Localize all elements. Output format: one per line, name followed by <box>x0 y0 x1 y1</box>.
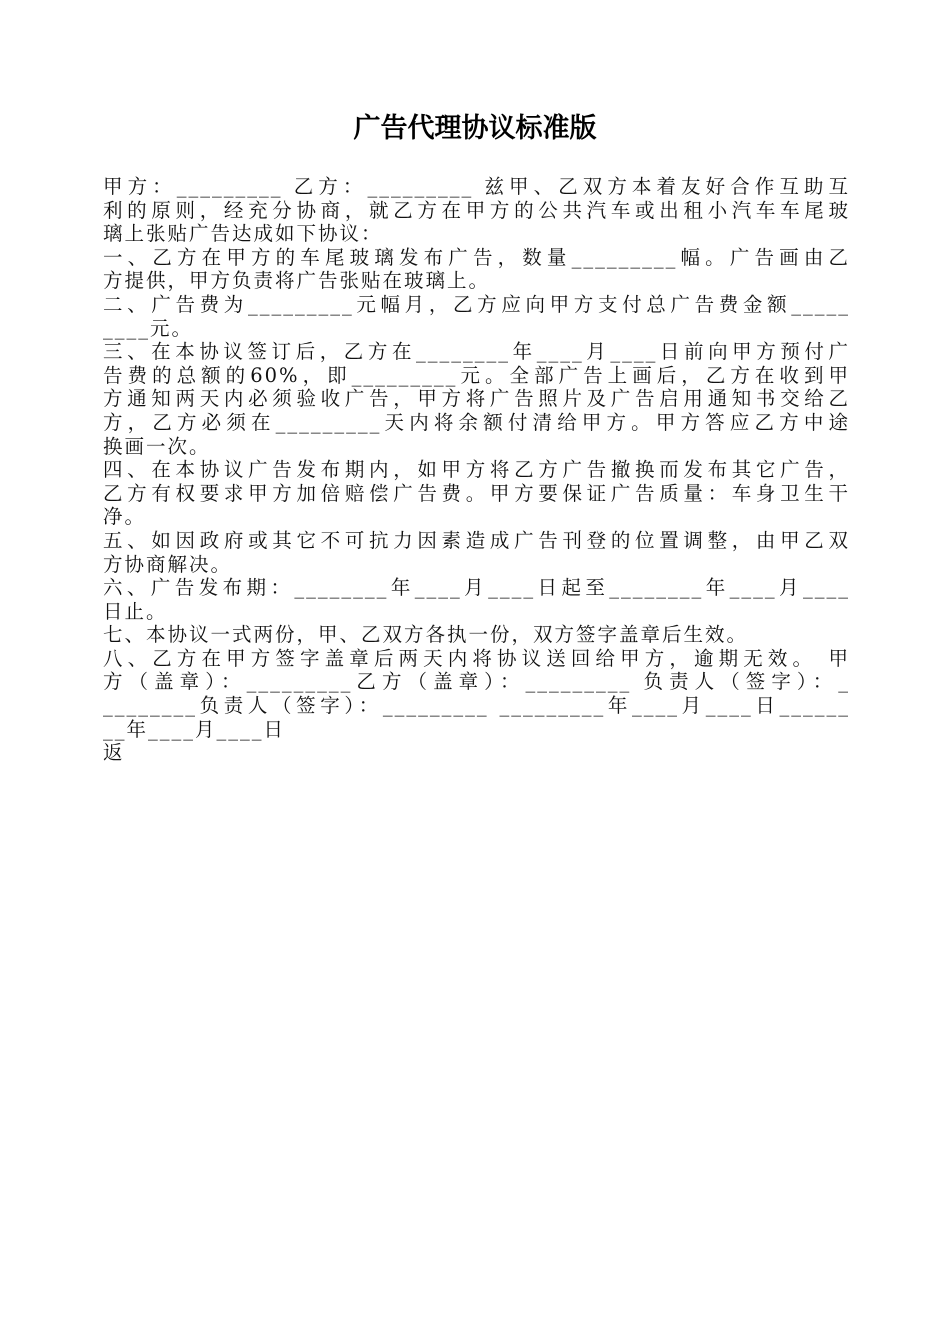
body-line: 一、乙方在甲方的车尾玻璃发布广告，数量_________幅。广告画由乙 <box>103 245 850 269</box>
body-line: 八、乙方在甲方签字盖章后两天内将协议送回给甲方，逾期无效。 甲 <box>103 646 850 670</box>
body-line: 三、在本协议签订后，乙方在________年____月____日前向甲方预付广 <box>103 340 850 364</box>
document-body <box>103 175 850 765</box>
body-line: 甲方：_________ 乙方：_________ 兹甲、乙双方本着友好合作互助互 <box>103 175 850 198</box>
body-line: ________负责人（签字）：_________ _________年____月____日______ <box>103 694 850 718</box>
body-line: 乙方有权要求甲方加倍赔偿广告费。甲方要保证广告质量：车身卫生干 <box>103 481 850 505</box>
body-line: 四、在本协议广告发布期内，如甲方将乙方广告撤换而发布其它广告， <box>103 458 850 482</box>
body-line: 七、本协议一式两份，甲、乙双方各执一份，双方签字盖章后生效。 <box>103 623 749 647</box>
body-line: 告费的总额的60%，即_________元。全部广告上画后，乙方在收到甲 <box>103 363 850 387</box>
body-line: 方协商解决。 <box>103 552 233 576</box>
body-line: 利的原则，经充分协商，就乙方在甲方的公共汽车或出租小汽车车尾玻 <box>103 198 850 222</box>
body-line: 六、广告发布期：________年____月____日起至________年____月____ <box>103 576 850 600</box>
document-title: 广告代理协议标准版 <box>353 113 597 144</box>
body-line: ____元。 <box>103 316 194 340</box>
body-line: 方提供，甲方负责将广告张贴在玻璃上。 <box>103 269 491 293</box>
body-line: 五、如因政府或其它不可抗力因素造成广告刊登的位置调整，由甲乙双 <box>103 528 850 552</box>
body-line: 换画一次。 <box>103 434 211 458</box>
body-line: 净。 <box>103 505 147 529</box>
body-line: 方（盖章）：_________乙方（盖章）：_________ 负责人（签字）：_ <box>103 670 850 694</box>
body-line: 方通知两天内必须验收广告，甲方将广告照片及广告启用通知书交给乙 <box>103 387 850 411</box>
body-line: 方，乙方必须在_________天内将余额付清给甲方。甲方答应乙方中途 <box>103 410 850 434</box>
body-line: 璃上张贴广告达成如下协议： <box>103 222 383 246</box>
body-line: 日止。 <box>103 599 168 623</box>
body-line: __年____月____日 <box>103 717 286 741</box>
body-line: 二、广告费为_________元幅月，乙方应向甲方支付总广告费金额_____ <box>103 292 850 316</box>
body-line: 返 <box>103 741 125 765</box>
